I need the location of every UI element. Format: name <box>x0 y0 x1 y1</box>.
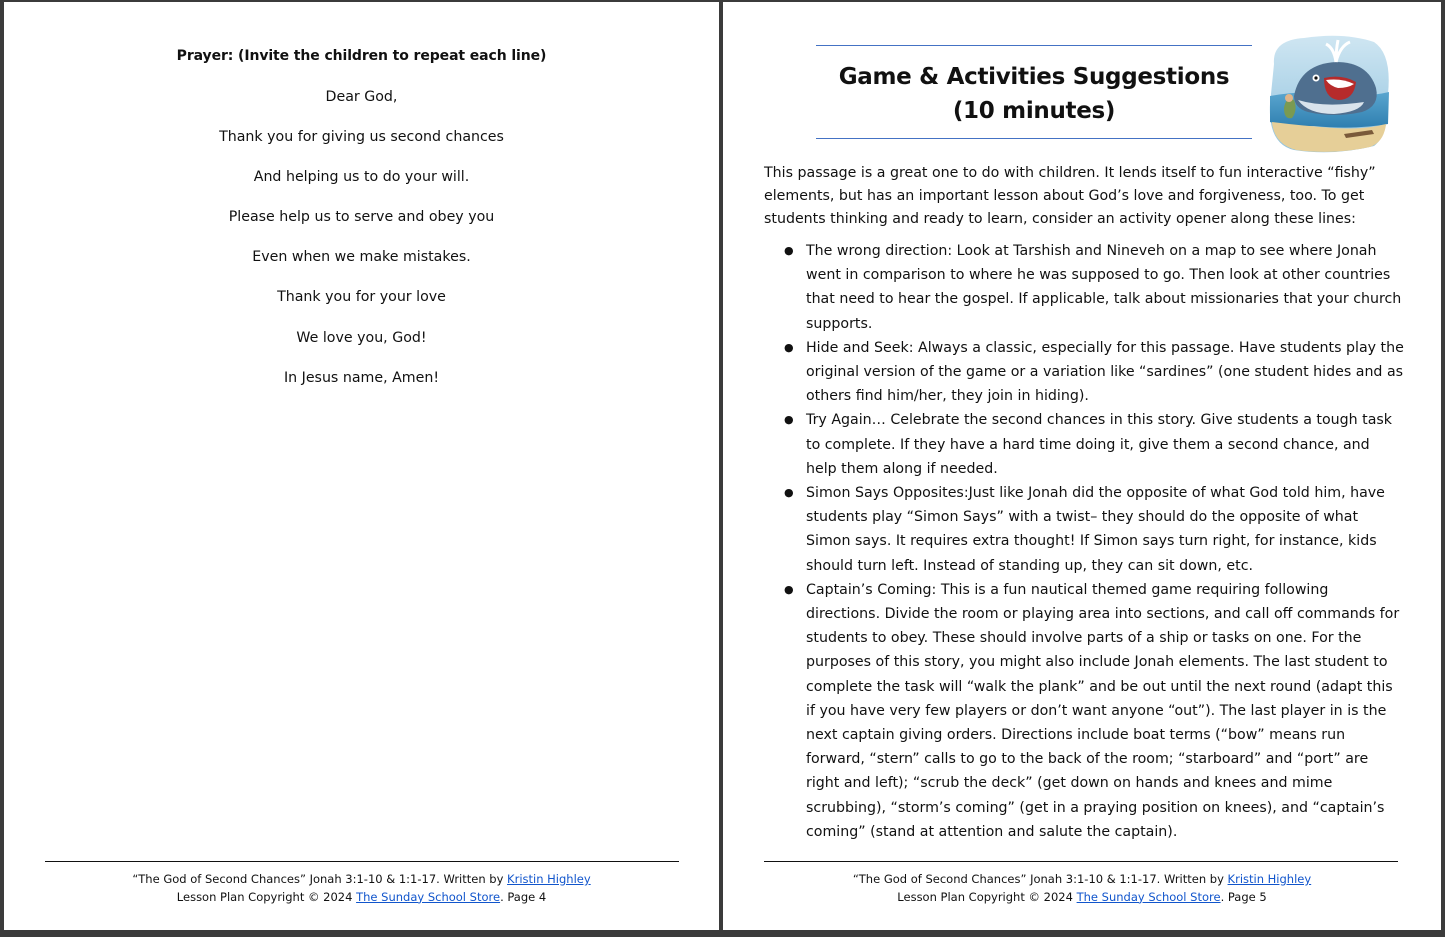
prayer-heading: Prayer: (Invite the children to repeat each line) <box>176 48 547 64</box>
intro-paragraph: This passage is a great one to do with children. It lends itself to fun interactive “fishy” elements, but has an important lesson about God’s love and forgiveness, too. To get students thinking and ready to learn, consider an activity opener along these lines: <box>764 165 1376 228</box>
title-rule-top <box>816 45 1252 46</box>
activity-item <box>764 481 1404 578</box>
bullet-icon: ● <box>784 413 794 427</box>
footer-credit-text: “The God of Second Chances” Jonah 3:1-10 & 1:1-17. Written by <box>132 872 508 886</box>
prayer-lines <box>4 88 719 409</box>
bullet-icon: ● <box>784 486 794 500</box>
footer-copyright-text: Lesson Plan Copyright © 2024 <box>897 889 1077 904</box>
page-5 <box>723 2 1441 930</box>
activity-text: The wrong direction: Look at Tarshish and Nineveh on a map to see where Jonah went in comparison to where he was supposed to go. Then look at other countries that need to hear the gospel. If applicable, talk about missionaries that your church supports. <box>806 243 1402 332</box>
section-title-line-2: (10 minutes) <box>952 98 1116 124</box>
whale-illustration <box>1264 34 1394 154</box>
author-link[interactable]: Kristin Highley <box>1227 872 1312 886</box>
footer-line-1 <box>723 871 1441 889</box>
bullet-icon: ● <box>784 582 794 596</box>
store-link[interactable]: The Sunday School Store <box>356 889 501 904</box>
author-link[interactable]: Kristin Highley <box>507 872 591 886</box>
prayer-line: Please help us to serve and obey you <box>228 209 495 226</box>
activity-text: Simon Says Opposites:Just like Jonah did the opposite of what God told him, have students play “Simon Says” with a twist– they should do the opposite of what Simon says. It requires extra thought! If Simon says turn right, for instance, kids should turn left. Instead of standing up, they can sit down, etc. <box>806 485 1385 574</box>
prayer-line: Thank you for giving us second chances <box>219 129 504 146</box>
activity-item <box>764 239 1404 336</box>
activity-item <box>764 578 1404 844</box>
footer-divider <box>764 861 1398 862</box>
page-number: . Page 4 <box>500 889 547 904</box>
activity-item <box>764 408 1404 481</box>
footer-credit-text: “The God of Second Chances” Jonah 3:1-10 & 1:1-17. Written by <box>852 872 1228 886</box>
page-4 <box>4 2 719 930</box>
footer <box>4 871 719 906</box>
page-number: . Page 5 <box>1220 889 1267 904</box>
section-title <box>816 60 1252 128</box>
store-link[interactable]: The Sunday School Store <box>1076 889 1221 904</box>
section-title-line-1: Game & Activities Suggestions <box>838 64 1230 90</box>
prayer-line: We love you, God! <box>296 329 427 346</box>
footer-copyright-text: Lesson Plan Copyright © 2024 <box>176 889 357 904</box>
activity-item <box>764 336 1404 409</box>
bullet-icon: ● <box>784 340 794 354</box>
footer-divider <box>45 861 679 862</box>
footer-line-2 <box>723 889 1441 907</box>
prayer-line: And helping us to do your will. <box>253 169 470 186</box>
footer-line-1 <box>4 871 719 889</box>
activity-text: Captain’s Coming: This is a fun nautical themed game requiring following directions. Divide the room or playing area into sections, and call off commands for students to obey. These should involve parts of a ship or tasks on one. For the purposes of this story, you might also include Jonah elements. The last student to complete the task will “walk the plank” and be out until the next round (adapt this if you have very few players or don’t want anyone “out”). The last player in is the next captain giving orders. Directions include boat terms (“bow” means run forward, “stern” calls to go to the back of the room; “starboard” and “port” are right and left); “scrub the deck” (get down on hands and knees and mime scrubbing), “storm’s coming” (get in a praying position on knees), and “captain’s coming” (stand at attention and salute the captain). <box>806 581 1400 840</box>
activity-text: Try Again… Celebrate the second chances in this story. Give students a tough task to complete. If they have a hard time doing it, give them a second chance, and help them along if needed. <box>806 412 1393 477</box>
footer-line-2 <box>4 889 719 907</box>
prayer-line: Thank you for your love <box>277 289 446 306</box>
activity-text: Hide and Seek: Always a classic, especially for this passage. Have students play the original version of the game or a variation like “sardines” (one student hides and as others find him/her, they join in hiding). <box>806 339 1404 405</box>
title-rule-bottom <box>816 138 1252 139</box>
prayer-line: Dear God, <box>325 89 398 105</box>
prayer-line: In Jesus name, Amen! <box>283 369 440 386</box>
footer <box>723 871 1441 906</box>
bullet-icon: ● <box>784 244 794 257</box>
activities-list <box>764 239 1404 844</box>
prayer-line: Even when we make mistakes. <box>252 249 471 266</box>
